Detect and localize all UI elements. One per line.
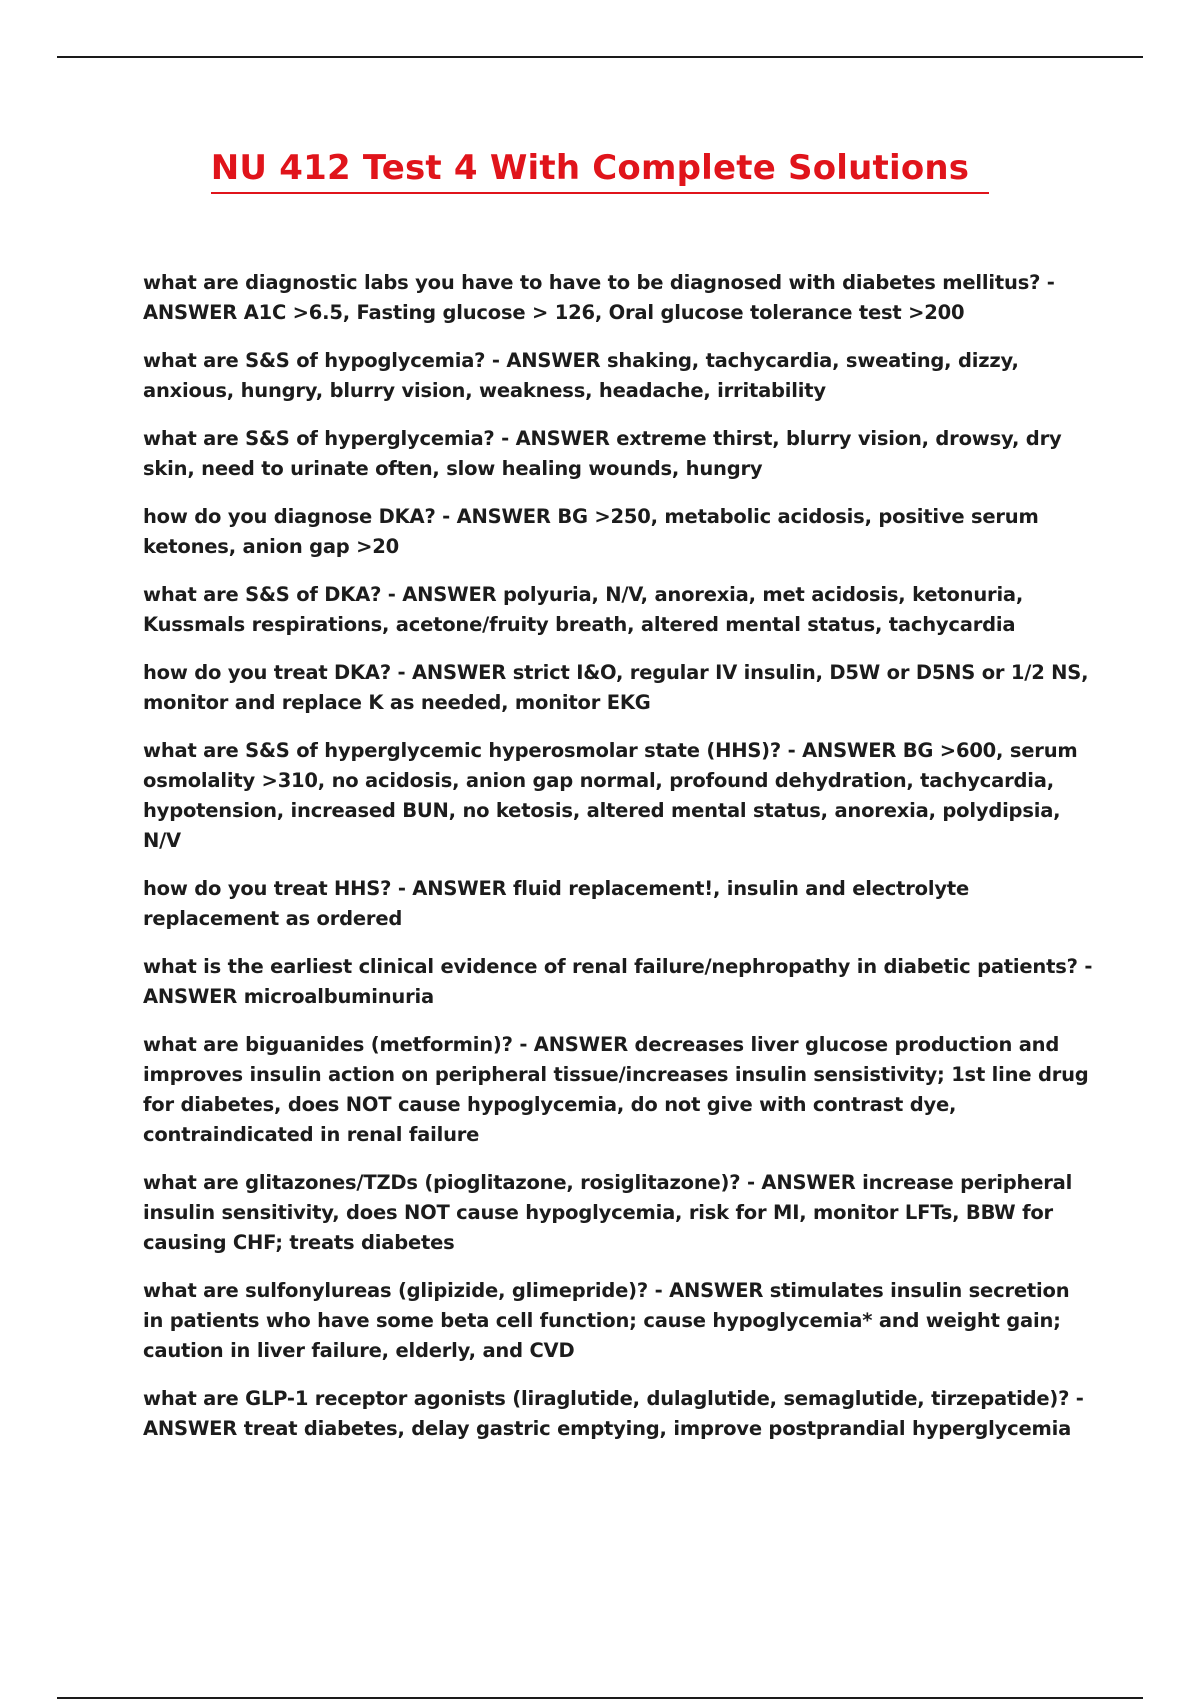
qa-item: what are S&S of hyperglycemic hyperosmolar state (HHS)? - ANSWER BG >600, serum osmolality >310, no acidosis, anion gap normal, profound dehydration, tachycardia, hypotension, increased BUN, no ketosis, altered mental status, anorexia, polydipsia, N/V	[143, 739, 1078, 852]
qa-list	[143, 268, 1093, 1462]
document-title: NU 412 Test 4 With Complete Solutions	[211, 148, 989, 194]
qa-item: what are S&S of hypoglycemia? - ANSWER shaking, tachycardia, sweating, dizzy, anxious, hungry, blurry vision, weakness, headache, irritability	[143, 349, 1019, 402]
qa-item: what are S&S of DKA? - ANSWER polyuria, N/V, anorexia, met acidosis, ketonuria, Kussmals respirations, acetone/fruity breath, altered mental status, tachycardia	[143, 583, 1024, 636]
qa-item: what is the earliest clinical evidence of renal failure/nephropathy in diabetic patients? - ANSWER microalbuminuria	[143, 955, 1093, 1008]
qa-item: what are S&S of hyperglycemia? - ANSWER extreme thirst, blurry vision, drowsy, dry skin, need to urinate often, slow healing wounds, hungry	[143, 427, 1062, 480]
qa-item: what are biguanides (metformin)? - ANSWER decreases liver glucose production and improves insulin action on peripheral tissue/increases insulin sensistivity; 1st line drug for diabetes, does NOT cause hypoglycemia, do not give with contrast dye, contraindicated in renal failure	[143, 1033, 1089, 1146]
title-container	[0, 148, 1200, 194]
header-rule	[57, 56, 1143, 58]
qa-item: how do you treat HHS? - ANSWER fluid replacement!, insulin and electrolyte replacement as ordered	[143, 877, 969, 930]
qa-item: how do you diagnose DKA? - ANSWER BG >250, metabolic acidosis, positive serum ketones, anion gap >20	[143, 505, 1039, 558]
qa-item: how do you treat DKA? - ANSWER strict I&O, regular IV insulin, D5W or D5NS or 1/2 NS, monitor and replace K as needed, monitor EKG	[143, 661, 1089, 714]
qa-item: what are diagnostic labs you have to have to be diagnosed with diabetes mellitus? - ANSWER A1C >6.5, Fasting glucose > 126, Oral glucose tolerance test >200	[143, 271, 1055, 324]
footer-rule	[57, 1697, 1143, 1699]
qa-item: what are GLP-1 receptor agonists (liraglutide, dulaglutide, semaglutide, tirzepatide)? - ANSWER treat diabetes, delay gastric emptying, improve postprandial hyperglycemia	[143, 1387, 1084, 1440]
qa-item: what are glitazones/TZDs (pioglitazone, rosiglitazone)? - ANSWER increase peripheral insulin sensitivity, does NOT cause hypoglycemia, risk for MI, monitor LFTs, BBW for causing CHF; treats diabetes	[143, 1171, 1073, 1254]
qa-item: what are sulfonylureas (glipizide, glimepride)? - ANSWER stimulates insulin secretion in patients who have some beta cell function; cause hypoglycemia* and weight gain; caution in liver failure, elderly, and CVD	[143, 1279, 1070, 1362]
